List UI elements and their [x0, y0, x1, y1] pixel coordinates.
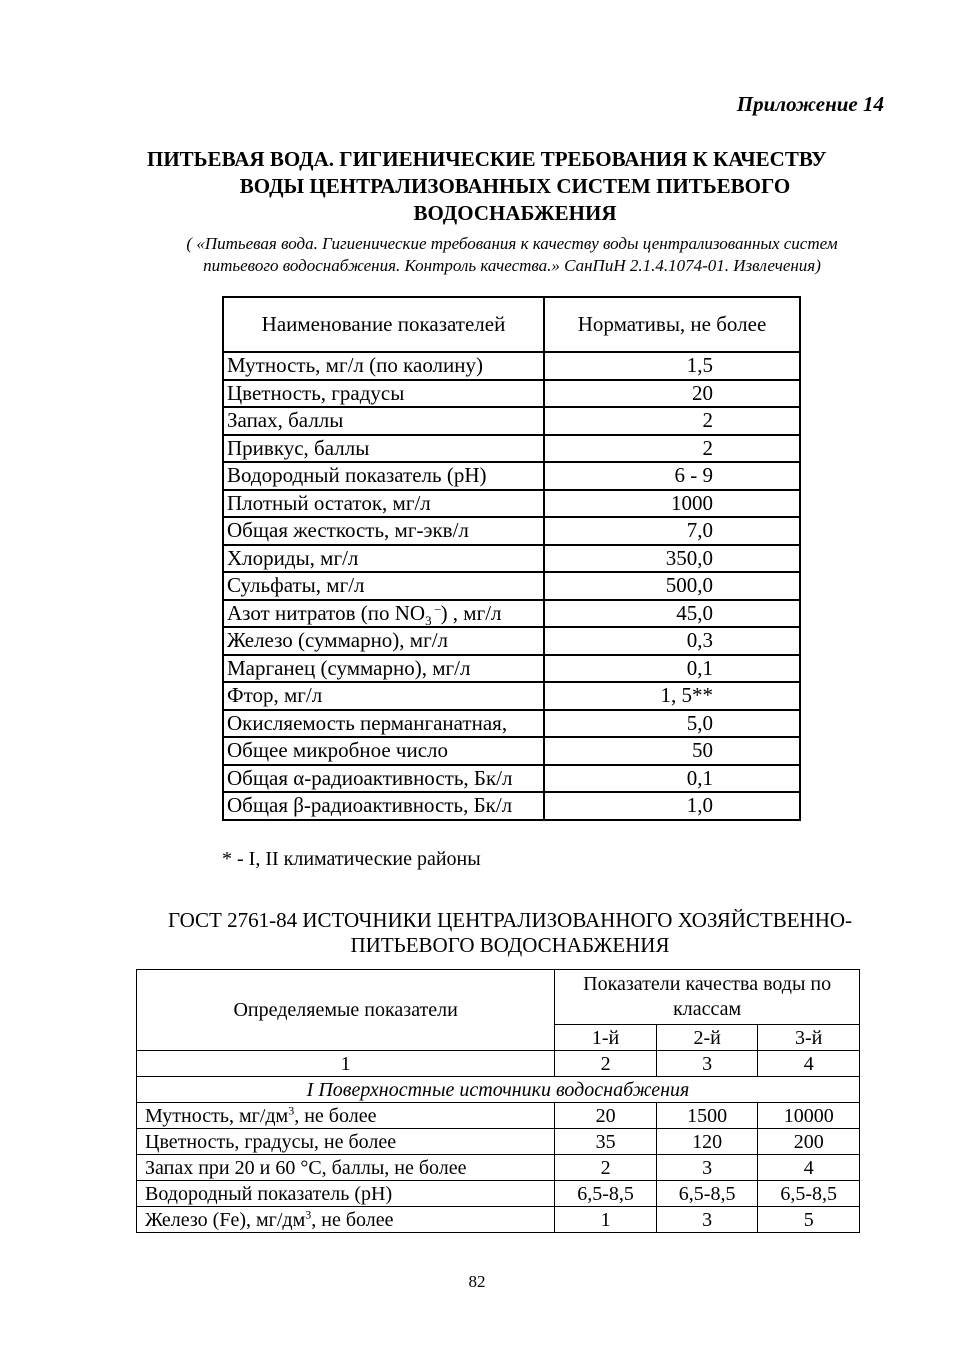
- table-row: [223, 655, 800, 683]
- indicator-name: Запах, баллы: [223, 407, 544, 435]
- header-class-3: 3-й: [758, 1025, 860, 1051]
- norm-value: 0,3: [544, 627, 800, 655]
- norm-value: 7,0: [544, 517, 800, 545]
- title-line-3: ВОДОСНАБЖЕНИЯ: [413, 201, 617, 225]
- indicator-name-part: ) , мг/л: [440, 600, 502, 625]
- norm-value: 2: [544, 435, 800, 463]
- table-row: [223, 352, 800, 380]
- table-row: [223, 765, 800, 793]
- indicator-name: [137, 1155, 555, 1181]
- table-row: [223, 462, 800, 490]
- header-norm: Нормативы, не более: [544, 297, 800, 352]
- norm-value: 0,1: [544, 765, 800, 793]
- indicator-name-part: Азот нитратов (по NO: [227, 600, 426, 625]
- document-subtitle: [128, 233, 896, 277]
- indicator-name: Общая α-радиоактивность, Бк/л: [223, 765, 544, 793]
- class-3-value: 4: [758, 1155, 860, 1181]
- class-1-value: 1: [555, 1207, 657, 1233]
- table-row: [223, 435, 800, 463]
- table-row: [223, 792, 800, 820]
- standards-table: [222, 296, 801, 821]
- column-number: 2: [555, 1051, 657, 1077]
- indicator-name: Плотный остаток, мг/л: [223, 490, 544, 518]
- gost-title: [130, 908, 890, 958]
- norm-value: 2: [544, 407, 800, 435]
- indicator-name: [137, 1103, 555, 1129]
- indicator-name: Марганец (суммарно), мг/л: [223, 655, 544, 683]
- indicator-superscript: 3: [288, 1102, 295, 1117]
- gost-title-line-1: ГОСТ 2761-84 ИСТОЧНИКИ ЦЕНТРАЛИЗОВАННОГО ХОЗЯЙСТВЕННО-: [167, 908, 853, 932]
- appendix-label: Приложение 14: [736, 92, 884, 116]
- table-row: [137, 1155, 860, 1181]
- norm-value: 1,0: [544, 792, 800, 820]
- table-row: [137, 1207, 860, 1233]
- norm-value: 50: [544, 737, 800, 765]
- norm-value: 1,5: [544, 352, 800, 380]
- document-title: [135, 146, 895, 227]
- column-number: 1: [137, 1051, 555, 1077]
- indicator-name: Общая β-радиоактивность, Бк/л: [223, 792, 544, 820]
- footnote: * - I, II климатические районы: [222, 848, 481, 870]
- column-number: 3: [656, 1051, 758, 1077]
- table-row: [223, 490, 800, 518]
- indicator-name-part: Цветность, градусы, не более: [145, 1130, 397, 1153]
- table-row: [223, 600, 800, 628]
- indicator-name: Мутность, мг/л (по каолину): [223, 352, 544, 380]
- norm-value: 350,0: [544, 545, 800, 573]
- subtitle-line-1: ( «Питьевая вода. Гигиенические требования к качеству воды централизованных систем: [186, 234, 838, 253]
- norm-value: 5,0: [544, 710, 800, 738]
- indicator-name-part: , не более: [311, 1208, 394, 1231]
- indicator-name-part: , не более: [294, 1104, 377, 1127]
- class-2-value: 1500: [656, 1103, 758, 1129]
- indicator-name-part: Водородный показатель (рН): [145, 1182, 393, 1205]
- class-1-value: 2: [555, 1155, 657, 1181]
- gost-column-number-row: [137, 1051, 860, 1077]
- title-line-1: ПИТЬЕВАЯ ВОДА. ГИГИЕНИЧЕСКИЕ ТРЕБОВАНИЯ К КАЧЕСТВУ: [147, 147, 827, 171]
- page-number: 82: [468, 1272, 486, 1291]
- title-line-2: ВОДЫ ЦЕНТРАЛИЗОВАННЫХ СИСТЕМ ПИТЬЕВОГО: [239, 174, 791, 198]
- class-3-value: 200: [758, 1129, 860, 1155]
- table-row: [223, 627, 800, 655]
- table-row: [137, 1181, 860, 1207]
- subtitle-line-2: питьевого водоснабжения. Контроль качества.» СанПиН 2.1.4.1074-01. Извлечения): [203, 256, 821, 275]
- header-class-1: 1-й: [555, 1025, 657, 1051]
- table-row: [223, 380, 800, 408]
- table-header-row: [223, 297, 800, 352]
- indicator-name: Общая жесткость, мг-экв/л: [223, 517, 544, 545]
- gost-section-row: [137, 1077, 860, 1103]
- gost-title-line-2: ПИТЬЕВОГО ВОДОСНАБЖЕНИЯ: [350, 933, 670, 957]
- indicator-subscript: 3: [425, 612, 432, 628]
- class-3-value: 5: [758, 1207, 860, 1233]
- section-heading: I Поверхностные источники водоснабжения: [137, 1077, 860, 1103]
- indicator-name: Водородный показатель (рН): [223, 462, 544, 490]
- table-row: [223, 710, 800, 738]
- table-row: [223, 572, 800, 600]
- indicator-superscript: 3: [305, 1206, 312, 1221]
- table-row: [223, 545, 800, 573]
- indicator-name: Сульфаты, мг/л: [223, 572, 544, 600]
- indicator-name: [137, 1207, 555, 1233]
- class-3-value: 6,5-8,5: [758, 1181, 860, 1207]
- class-2-value: 6,5-8,5: [656, 1181, 758, 1207]
- norm-value: 20: [544, 380, 800, 408]
- header-class-2: 2-й: [656, 1025, 758, 1051]
- class-2-value: 3: [656, 1207, 758, 1233]
- header-measured-indicators: Определяемые показатели: [137, 970, 555, 1051]
- table-row: [223, 682, 800, 710]
- class-1-value: 35: [555, 1129, 657, 1155]
- class-2-value: 3: [656, 1155, 758, 1181]
- indicator-name: [137, 1129, 555, 1155]
- indicator-name: Хлориды, мг/л: [223, 545, 544, 573]
- indicator-name: [137, 1181, 555, 1207]
- norm-value: 1, 5**: [544, 682, 800, 710]
- table-row: [223, 737, 800, 765]
- indicator-name: Окисляемость перманганатная,: [223, 710, 544, 738]
- table-row: [223, 517, 800, 545]
- table-row: [223, 407, 800, 435]
- indicator-name: [223, 600, 544, 628]
- table-row: [137, 1129, 860, 1155]
- indicator-name: Железо (суммарно), мг/л: [223, 627, 544, 655]
- indicator-name-part: Мутность, мг/дм: [145, 1104, 289, 1127]
- indicator-name: Привкус, баллы: [223, 435, 544, 463]
- header-class-group: Показатели качества воды по классам: [555, 970, 860, 1025]
- norm-value: 6 - 9: [544, 462, 800, 490]
- indicator-name: Цветность, градусы: [223, 380, 544, 408]
- indicator-name-part: Запах при 20 и 60 °С, баллы, не более: [145, 1156, 467, 1179]
- norm-value: 500,0: [544, 572, 800, 600]
- column-number: 4: [758, 1051, 860, 1077]
- class-2-value: 120: [656, 1129, 758, 1155]
- class-1-value: 6,5-8,5: [555, 1181, 657, 1207]
- norm-value: 0,1: [544, 655, 800, 683]
- indicator-name: Общее микробное число: [223, 737, 544, 765]
- gost-header-row: [137, 970, 860, 1025]
- table-row: [137, 1103, 860, 1129]
- class-3-value: 10000: [758, 1103, 860, 1129]
- indicator-superscript: –: [431, 600, 441, 615]
- header-indicator-name: Наименование показателей: [223, 297, 544, 352]
- norm-value: 45,0: [544, 600, 800, 628]
- class-1-value: 20: [555, 1103, 657, 1129]
- norm-value: 1000: [544, 490, 800, 518]
- indicator-name-part: Железо (Fe), мг/дм: [145, 1208, 306, 1231]
- indicator-name: Фтор, мг/л: [223, 682, 544, 710]
- gost-table: [136, 969, 860, 1233]
